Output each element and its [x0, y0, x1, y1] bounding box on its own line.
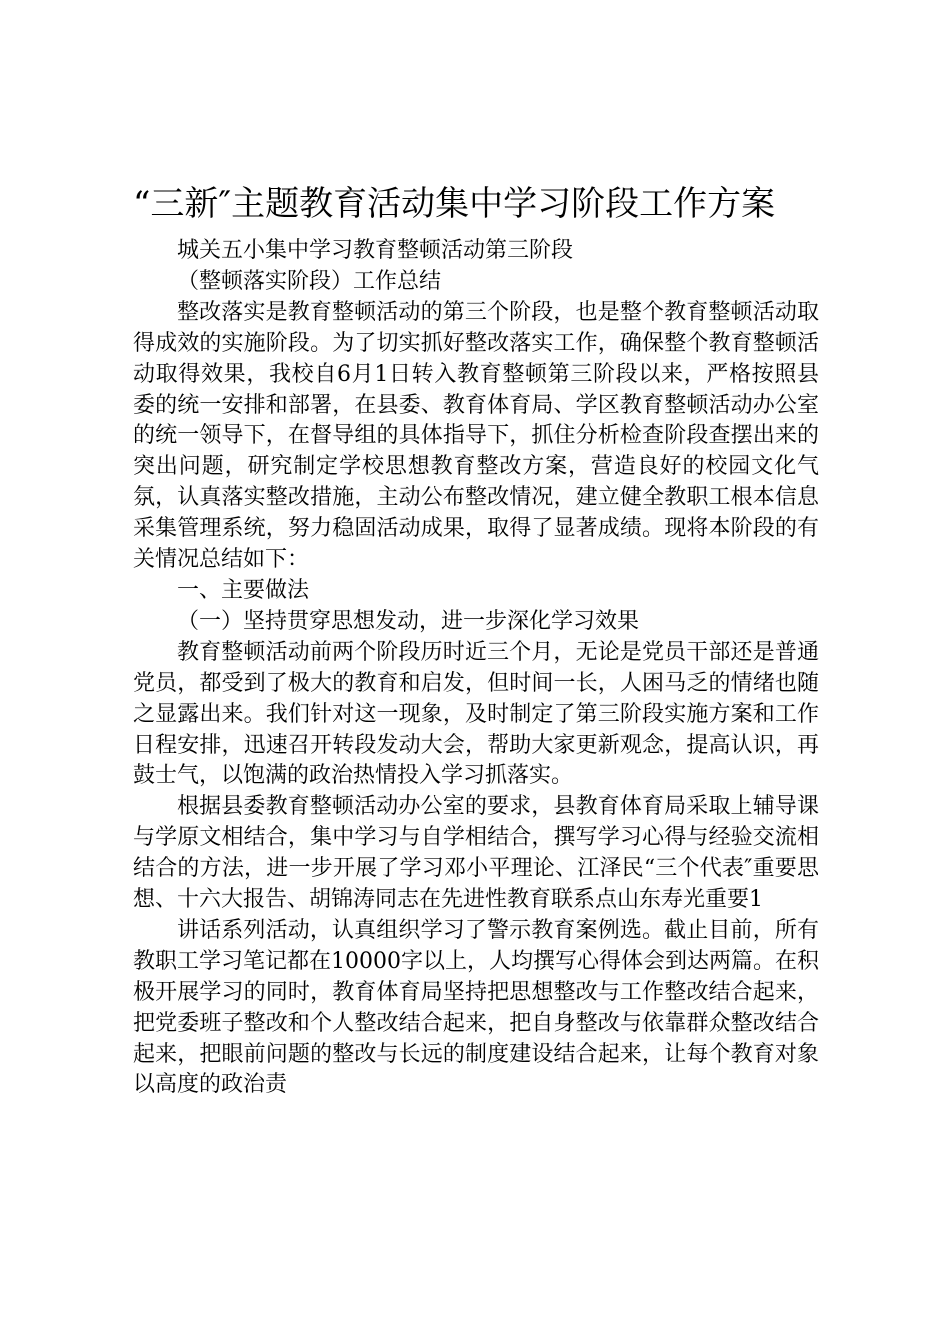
paragraph: 根据县委教育整顿活动办公室的要求，县教育体育局采取上辅导课与学原文相结合，集中学习与自学相结合，撰写学习心得与经验交流相结合的方法，进一步开展了学习邓小平理论、江泽民“三个代表″重要思想、十六大报告、胡锦涛同志在先进性教育联系点山东寿光重要1: [133, 794, 819, 913]
document-title: “三新″主题教育活动集中学习阶段工作方案: [133, 184, 776, 224]
section-heading: 一、主要做法: [177, 577, 310, 603]
subtitle-line-2: （整顿落实阶段）工作总结: [177, 268, 442, 294]
document-body: [133, 236, 819, 1101]
paragraph: 教育整顿活动前两个阶段历时近三个月，无论是党员干部还是普通党员，都受到了极大的教育和启发，但时间一长，人困马乏的情绪也随之显露出来。我们针对这一现象，及时制定了第三阶段实施方案和工作日程安排，迅速召开转段发动大会，帮助大家更新观念，提高认识，再鼓士气，以饱满的政治热情投入学习抓落实。: [133, 639, 819, 789]
subsection-heading: （一）坚持贯穿思想发动，进一步深化学习效果: [177, 608, 640, 634]
paragraph-intro: 整改落实是教育整顿活动的第三个阶段，也是整个教育整顿活动取得成效的实施阶段。为了切实抓好整改落实工作，确保整个教育整顿活动取得效果，我校自6月1日转入教育整顿第三阶段以来，严格按照县委的统一安排和部署，在县委、教育体育局、学区教育整顿活动办公室的统一领导下，在督导组的具体指导下，抓住分析检查阶段查摆出来的突出问题，研究制定学校思想教育整改方案，营造良好的校园文化气氛，认真落实整改措施，主动公布整改情况，建立健全教职工根本信息采集管理系统，努力稳固活动成果，取得了显著成绩。现将本阶段的有关情况总结如下：: [133, 299, 819, 573]
subtitle-line-1: 城关五小集中学习教育整顿活动第三阶段: [177, 238, 574, 263]
paragraph: 讲话系列活动，认真组织学习了警示教育案例选。截止目前，所有教职工学习笔记都在10000字以上，人均撰写心得体会到达两篇。在积极开展学习的同时，教育体育局坚持把思想整改与工作整改结合起来，把党委班子整改和个人整改结合起来，把自身整改与依靠群众整改结合起来，把眼前问题的整改与长远的制度建设结合起来，让每个教育对象以高度的政治责: [133, 917, 819, 1098]
